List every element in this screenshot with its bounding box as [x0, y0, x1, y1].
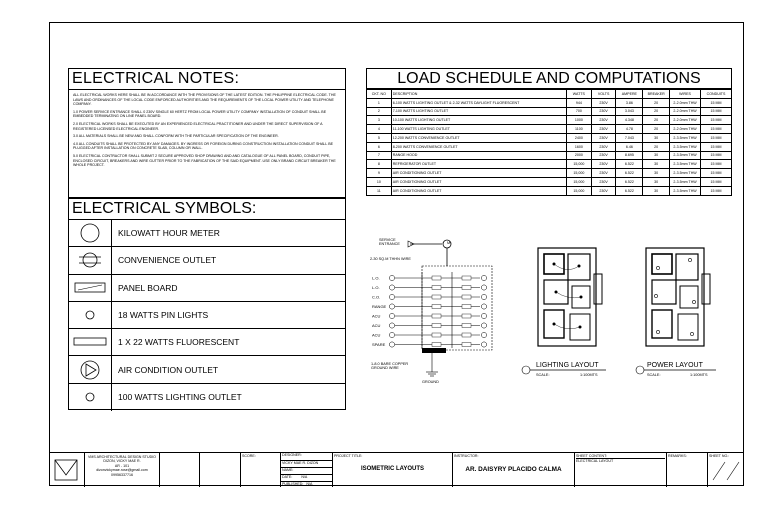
- table-cell: 3.86: [616, 98, 643, 107]
- project-cell: [333, 453, 453, 487]
- table-cell: 230V: [591, 116, 616, 125]
- symbol-label: 100 WATTS LIGHTING OUTLET: [118, 392, 242, 403]
- column-header: CKT. NO: [367, 90, 392, 99]
- table-cell: 15 MM: [701, 98, 732, 107]
- table-cell: 2-3.5mm THW: [670, 133, 701, 142]
- column-header: WATTS: [567, 90, 592, 99]
- published-label: PUBLISHED:: [282, 482, 304, 486]
- table-row: [367, 133, 732, 142]
- table-row: [367, 177, 732, 186]
- table-cell: 2: [367, 107, 392, 116]
- lighting-layout-title: LIGHTING LAYOUT: [536, 362, 599, 369]
- sheet-content-value: ELECTRICAL LAYOUT: [576, 459, 614, 463]
- electrical-symbols-panel: [68, 198, 346, 410]
- table-cell: 30: [643, 186, 670, 195]
- lighting-outlet-icon: [83, 390, 97, 404]
- table-cell: 6: [367, 142, 392, 151]
- circuit-label: L.O.: [372, 275, 380, 281]
- table-cell: 6.46: [616, 142, 643, 151]
- kilowatt-hour-meter-icon: [79, 222, 101, 244]
- ground-wire-label: 1-8.0 BARE COPPER GROUND WIRE: [371, 362, 409, 371]
- fluorescent-icon: [73, 336, 107, 348]
- table-cell: 230V: [591, 177, 616, 186]
- student-section: AR - 101: [114, 463, 130, 468]
- table-row: [367, 116, 732, 125]
- table-header-row: [367, 90, 732, 99]
- note-paragraph: 4.0 ALL CONDUITS SHALL BE PROTECTED BY ANY DAMAGES. BY INGRESS OR FOREIGN DURING CONSTRUCTION INSTALLATION CONDUIT SHALL BE PLUGGED AFTER INSTALLATION ON CONCRETE SLAB, COLUMN OR WALL.: [73, 141, 334, 151]
- table-cell: 2-2.0mm THW: [670, 98, 701, 107]
- pin-light-icon: [83, 308, 97, 322]
- table-cell: 230V: [591, 186, 616, 195]
- table-cell: 20: [643, 107, 670, 116]
- table-cell: 20: [643, 142, 670, 151]
- table-cell: 2-3.5mm THW: [670, 186, 701, 195]
- table-cell: 15 MM: [701, 133, 732, 142]
- student-email: dizonvickymae.rose@gmail.com: [96, 468, 148, 473]
- breaker-icon: [462, 286, 471, 290]
- table-cell: 230V: [591, 133, 616, 142]
- table-cell: 230V: [591, 142, 616, 151]
- table-cell: 15,000: [567, 169, 592, 178]
- table-row: [367, 186, 732, 195]
- designer-cell: [281, 453, 333, 487]
- note-paragraph: 1.0 POWER SERVICE ENTRANCE SHALL 0 230V SINGLE 60 HERTZ FROM LOCAL POWER UTILITY COMPANY INSTALLATION OF CONDUIT SHALL BE EMBEDDED TERMINATING ON LINE PANEL BOARD.: [73, 109, 327, 119]
- load-schedule-panel: [366, 68, 732, 204]
- table-cell: 8-200 WATTS CONVENIENCE OUTLET: [391, 142, 566, 151]
- table-cell: 15,000: [567, 177, 592, 186]
- note-paragraph: ALL ELECTRICAL WORKS HERE SHALL BE IN ACCORDANCE WITH THE PROVISIONS OF THE LATEST EDITION. THE PHILIPPINE ELECTRICAL CODE. THE LAWS AND ORDINANCES OF THE LOCAL CODE ENFORCED AUTHORITIES AND THE REQUIREMENTS OF THE LOCAL POWER UTILITY AND TELEPHONE COMPANY.: [73, 93, 336, 107]
- breaker-icon: [432, 324, 441, 328]
- table-cell: 20: [643, 116, 670, 125]
- lighting-scale-value: 1:100MTS: [580, 373, 598, 377]
- column-header: BREAKER: [643, 90, 670, 99]
- circuit-label: ACU: [372, 323, 381, 328]
- meter-label: M: [447, 241, 451, 245]
- aircon-outlet-icon: [79, 359, 101, 381]
- table-cell: REFRIGERATOR OUTLET: [391, 160, 566, 169]
- circuit-end-icon: [481, 275, 486, 280]
- sheet-no-cell: [708, 453, 744, 487]
- circuit-number-icon: [389, 275, 394, 280]
- table-cell: 1000: [567, 116, 592, 125]
- table-cell: 3: [367, 116, 392, 125]
- table-cell: 6.522: [616, 186, 643, 195]
- logo-icon: [49, 453, 85, 487]
- table-cell: 2-3.5mm THW: [670, 160, 701, 169]
- table-cell: 230V: [591, 169, 616, 178]
- table-cell: 230V: [591, 98, 616, 107]
- circuit-label: ACU: [372, 332, 381, 338]
- symbol-label: 1 X 22 WATTS FLUORESCENT: [118, 337, 240, 348]
- table-cell: 11: [367, 186, 392, 195]
- table-cell: 230V: [591, 125, 616, 134]
- symbol-row: [69, 247, 345, 274]
- panel-board-icon: [74, 281, 106, 295]
- table-cell: 7.043: [616, 133, 643, 142]
- designer-label: DESIGNER:: [281, 453, 332, 461]
- circuit-end-icon: [481, 285, 486, 290]
- table-cell: 944: [567, 98, 592, 107]
- table-row: [367, 160, 732, 169]
- table-cell: 15 MM: [701, 151, 732, 160]
- table-cell: 15 MM: [701, 160, 732, 169]
- table-cell: 15 MM: [701, 169, 732, 178]
- table-cell: 2-3.5mm THW: [670, 169, 701, 178]
- symbol-label: AIR CONDITION OUTLET: [118, 364, 219, 375]
- project-title: ISOMETRIC LAYOUTS: [360, 466, 425, 472]
- breaker-icon: [462, 295, 471, 299]
- load-schedule-table: [366, 89, 732, 196]
- table-cell: 4.78: [616, 125, 643, 134]
- table-row: [367, 107, 732, 116]
- column-header: VOLTS: [591, 90, 616, 99]
- breaker-icon: [462, 333, 471, 337]
- circuit-end-icon: [481, 304, 486, 309]
- title-block: [49, 452, 744, 487]
- table-row: [367, 125, 732, 134]
- student-phone: 09956337716: [111, 472, 133, 477]
- ground-label: GROUND: [422, 380, 439, 384]
- breaker-icon: [462, 305, 471, 309]
- table-cell: 230V: [591, 107, 616, 116]
- circuit-end-icon: [481, 323, 486, 328]
- breaker-icon: [432, 305, 441, 309]
- table-cell: AIR CONDITIONING OUTLET: [391, 177, 566, 186]
- table-cell: 2000: [567, 151, 592, 160]
- table-cell: 30: [643, 177, 670, 186]
- sheet-content-cell: [575, 453, 667, 487]
- table-cell: 6.522: [616, 177, 643, 186]
- circuit-label: ACU: [372, 313, 381, 319]
- table-cell: 30: [643, 151, 670, 160]
- table-cell: 15 MM: [701, 125, 732, 134]
- breaker-icon: [432, 333, 441, 337]
- power-scale-value: 1:100MTS: [690, 373, 708, 377]
- sheet-no-diagonal: [709, 458, 743, 482]
- circuit-end-icon: [481, 313, 486, 318]
- table-cell: 15 MM: [701, 186, 732, 195]
- published-value: N/A: [306, 482, 313, 486]
- table-cell: 30: [643, 160, 670, 169]
- load-schedule-title: LOAD SCHEDULE AND COMPUTATIONS: [366, 68, 732, 89]
- electrical-symbols-title: ELECTRICAL SYMBOLS:: [69, 199, 345, 220]
- name-label: NAME:: [281, 468, 332, 475]
- table-cell: 700: [567, 107, 592, 116]
- sheet-no-label: SHEET NO.:: [709, 454, 730, 458]
- table-cell: 1600: [567, 142, 592, 151]
- breaker-icon: [462, 343, 471, 347]
- table-cell: 20: [643, 98, 670, 107]
- circuit-number-icon: [389, 304, 394, 309]
- table-cell: 2-2.0mm THW: [670, 125, 701, 134]
- notes-cell-b: [200, 453, 241, 487]
- convenience-outlet-icon: [77, 249, 103, 271]
- project-label: PROJECT TITLE:: [334, 454, 363, 458]
- symbol-row: [69, 384, 345, 411]
- table-cell: 15 MM: [701, 142, 732, 151]
- electrical-notes-title: ELECTRICAL NOTES:: [69, 69, 345, 90]
- circuit-label: L.O.: [372, 285, 380, 290]
- power-layout-title: POWER LAYOUT: [647, 362, 703, 369]
- symbol-label: PANEL BOARD: [118, 282, 178, 293]
- symbol-row: [69, 329, 345, 356]
- table-cell: 6.522: [616, 160, 643, 169]
- lighting-scale-label: SCALE:: [536, 373, 550, 377]
- table-cell: 8: [367, 160, 392, 169]
- date-value: N/A: [301, 475, 308, 479]
- circuit-label: C.O.: [372, 294, 381, 300]
- table-cell: 2-3.5mm THW: [670, 142, 701, 151]
- designer-name: VICKY MAE R. DIZON: [281, 461, 332, 468]
- circuit-label: SPARE: [372, 342, 386, 347]
- table-cell: 11-100 WATTS LIGHTING OUTLET: [391, 125, 566, 134]
- symbol-label: 18 WATTS PIN LIGHTS: [118, 310, 209, 321]
- notes-cell-a: [160, 453, 200, 487]
- table-cell: 2-3.5mm THW: [670, 177, 701, 186]
- breaker-icon: [432, 286, 441, 290]
- power-scale-label: SCALE:: [647, 373, 661, 377]
- sheet-content-label: SHEET CONTENT:: [576, 454, 665, 459]
- logo-cell: [49, 453, 85, 487]
- circuit-end-icon: [481, 342, 486, 347]
- breaker-icon: [432, 314, 441, 318]
- table-cell: 12-200 WATTS CONVENIENCE OUTLET: [391, 133, 566, 142]
- table-cell: 20: [643, 125, 670, 134]
- table-cell: 1100: [567, 125, 592, 134]
- symbol-row: [69, 356, 345, 383]
- student-name: DIZON, VICKY MAE R.: [103, 459, 141, 464]
- table-cell: 15,000: [567, 160, 592, 169]
- table-row: [367, 98, 732, 107]
- table-cell: 230V: [591, 160, 616, 169]
- table-cell: 7-100 WATTS LIGHTING OUTLET: [391, 107, 566, 116]
- table-cell: 4: [367, 125, 392, 134]
- symbol-row: [69, 302, 345, 329]
- circuit-number-icon: [389, 332, 394, 337]
- circuit-number-icon: [389, 313, 394, 318]
- firm-cell: [85, 453, 160, 487]
- firm-name: VMS ARCHITECTURAL DESIGN STUDIO: [88, 455, 156, 459]
- table-cell: 3.043: [616, 107, 643, 116]
- power-layout-plan: [640, 244, 712, 356]
- symbol-label: CONVENIENCE OUTLET: [118, 255, 217, 266]
- table-cell: 15 MM: [701, 177, 732, 186]
- breaker-icon: [462, 314, 471, 318]
- breaker-icon: [462, 324, 471, 328]
- table-cell: 15 MM: [701, 116, 732, 125]
- table-cell: 10-100 WATTS LIGHTING OUTLET: [391, 116, 566, 125]
- table-cell: 10: [367, 177, 392, 186]
- table-cell: 7: [367, 151, 392, 160]
- note-paragraph: 2.0 ELECTRICAL WORKS SHALL BE EXECUTED BY AN EXPERIENCED ELECTRICAL PRACTITIONER AND UNDER THE DIRECT SUPERVISION OF A REGISTERED LICENSED ELECTRICAL ENGINEER.: [73, 121, 323, 131]
- service-wire-label: 2-30 SQ.M THHN WIRE: [370, 257, 411, 261]
- table-row: [367, 151, 732, 160]
- table-cell: 6.522: [616, 169, 643, 178]
- column-header: DESCRIPTION: [391, 90, 566, 99]
- table-cell: RANGE HOOD: [391, 151, 566, 160]
- circuit-end-icon: [481, 332, 486, 337]
- table-cell: 230V: [591, 151, 616, 160]
- table-cell: AIR CONDITIONING OUTLET: [391, 186, 566, 195]
- column-header: AMPERE: [616, 90, 643, 99]
- table-cell: 15,000: [567, 186, 592, 195]
- table-cell: 2-3.5mm THW: [670, 151, 701, 160]
- score-cell: [241, 453, 281, 487]
- circuit-end-icon: [481, 294, 486, 299]
- symbol-label: KILOWATT HOUR METER: [118, 228, 220, 239]
- service-entrance-label: SERVICE ENTRANCE: [379, 238, 400, 247]
- table-cell: 30: [643, 169, 670, 178]
- table-row: [367, 169, 732, 178]
- column-header: WIRES: [670, 90, 701, 99]
- lighting-layout-plan: [532, 244, 604, 356]
- instructor-name: AR. DAISYRY PLACIDO CALMA: [465, 466, 562, 473]
- circuit-label: RANGE: [372, 304, 387, 309]
- score-label: SCORE:: [242, 454, 256, 458]
- instructor-label: INSTRUCTOR:: [454, 454, 479, 458]
- table-cell: 2-2.0mm THW: [670, 116, 701, 125]
- table-cell: AIR CONDITIONING OUTLET: [391, 169, 566, 178]
- breaker-icon: [432, 295, 441, 299]
- circuit-number-icon: [389, 342, 394, 347]
- breaker-icon: [432, 276, 441, 280]
- symbol-row: [69, 275, 345, 302]
- instructor-cell: [453, 453, 575, 487]
- note-paragraph: 3.0 ALL MATERIALS SHALL BE NEW AND SHALL CONFORM WITH THE PARTICULAR SPECIFICATION OF THE ENGINEER.: [73, 134, 279, 139]
- table-cell: 5: [367, 133, 392, 142]
- table-cell: 2-2.0mm THW: [670, 107, 701, 116]
- panel-label-bar: [422, 348, 446, 353]
- table-cell: 4.348: [616, 116, 643, 125]
- circuit-number-icon: [389, 285, 394, 290]
- table-cell: 1: [367, 98, 392, 107]
- table-cell: 15 MM: [701, 107, 732, 116]
- table-cell: 9: [367, 169, 392, 178]
- remarks-label: REMARKS:: [668, 454, 687, 458]
- electrical-notes-panel: [68, 68, 346, 198]
- table-row: [367, 142, 732, 151]
- table-cell: 2400: [567, 133, 592, 142]
- column-header: CONDUITS: [701, 90, 732, 99]
- table-cell: 8.695: [616, 151, 643, 160]
- breaker-icon: [432, 343, 441, 347]
- circuit-number-icon: [389, 294, 394, 299]
- note-paragraph: 5.0 ELECTRICAL CONTRACTOR SHALL SUBMIT 2 SECURE APPROVED SHOP DRAWING AND AND CATALOGUE OF ALL PANEL BOARD, CONDUIT PIPE, ENCLOSED CIRCUIT, BREAKERS AND WIRE GUTTER PRIOR TO THE FABRICATION OF THE SAID EQUIPMENT. USE ONLY BRAND CIRCUIT BREAKER THE WHOLE PROJECT.: [73, 153, 336, 168]
- date-label: DATE:: [282, 475, 293, 479]
- breaker-icon: [462, 276, 471, 280]
- remarks-cell: [667, 453, 708, 487]
- table-cell: 6-100 WATTS LIGHTING OUTLET & 2-32 WATTS DAYLIGHT FLUORESCENT: [391, 98, 566, 107]
- symbol-row: [69, 220, 345, 247]
- circuit-number-icon: [389, 323, 394, 328]
- table-cell: 30: [643, 133, 670, 142]
